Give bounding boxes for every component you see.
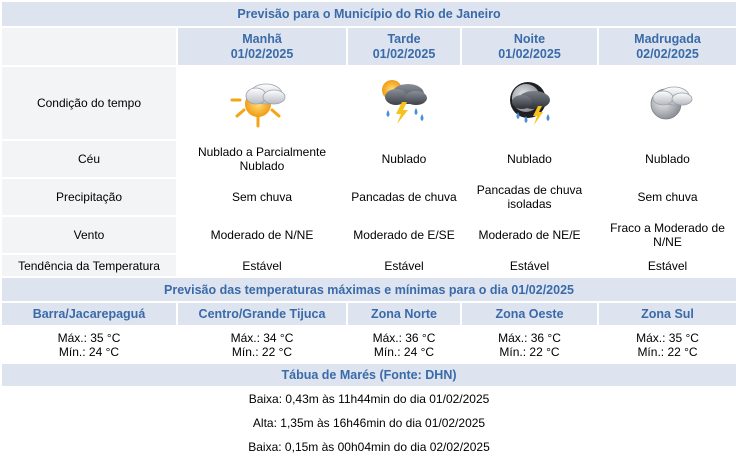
ceu-madrugada: Nublado — [599, 141, 736, 177]
tide-row: Baixa: 0,15m às 00h04min do dia 02/02/2025 — [2, 436, 736, 458]
night-cloudy-moon-icon — [636, 70, 700, 134]
period-name: Tarde — [387, 31, 421, 46]
night-thunderstorm-rain-icon — [498, 70, 562, 134]
temps-title: Previsão das temperaturas máximas e mínimas para o dia 01/02/2025 — [2, 278, 736, 301]
tendencia-tarde: Estável — [348, 255, 460, 276]
forecast-title: Previsão para o Município do Rio de Janeiro — [2, 2, 736, 26]
row-label-precipitacao: Precipitação — [2, 179, 176, 215]
tendencia-manha: Estável — [178, 255, 346, 276]
min-temp: Mín.: 24 °C — [373, 344, 435, 359]
row-label-vento: Vento — [2, 217, 176, 253]
period-header-manha — [178, 28, 346, 65]
tide-row: Baixa: 0,43m às 11h44min do dia 01/02/2025 — [2, 388, 736, 410]
zone-temps-norte — [348, 327, 460, 362]
period-name: Madrugada — [634, 31, 701, 46]
min-temp: Mín.: 24 °C — [58, 344, 120, 359]
precipitacao-tarde: Pancadas de chuva — [348, 179, 460, 215]
precipitacao-madrugada: Sem chuva — [599, 179, 736, 215]
max-temp: Máx.: 35 °C — [57, 330, 121, 345]
vento-tarde: Moderado de E/SE — [348, 217, 460, 253]
zone-name-sul: Zona Sul — [599, 303, 736, 325]
zone-name-centro: Centro/Grande Tijuca — [178, 303, 346, 325]
max-temp: Máx.: 36 °C — [372, 330, 436, 345]
max-temp: Máx.: 35 °C — [636, 330, 699, 345]
max-temp: Máx.: 34 °C — [230, 330, 294, 345]
min-temp: Mín.: 22 °C — [499, 344, 560, 359]
period-date: 01/02/2025 — [372, 46, 436, 61]
ceu-tarde: Nublado — [348, 141, 460, 177]
tendencia-madrugada: Estável — [599, 255, 736, 276]
tide-row: Alta: 1,35m às 16h46min do dia 01/02/2025 — [2, 412, 736, 434]
period-date: 02/02/2025 — [636, 46, 699, 61]
tides-title: Tábua de Marés (Fonte: DHN) — [2, 364, 736, 386]
zone-name-oeste: Zona Oeste — [462, 303, 597, 325]
row-label-ceu: Céu — [2, 141, 176, 177]
corner-cell — [2, 28, 176, 65]
precipitacao-manha: Sem chuva — [178, 179, 346, 215]
min-temp: Mín.: 22 °C — [637, 344, 698, 359]
partly-cloudy-sun-icon — [230, 70, 294, 134]
zone-name-norte: Zona Norte — [348, 303, 460, 325]
zone-temps-oeste — [462, 327, 597, 362]
row-label-tendencia: Tendência da Temperatura — [2, 255, 176, 276]
period-header-noite — [462, 28, 597, 65]
period-date: 01/02/2025 — [230, 46, 294, 61]
max-temp: Máx.: 36 °C — [498, 330, 561, 345]
zone-name-barra: Barra/Jacarepaguá — [2, 303, 176, 325]
zone-temps-barra — [2, 327, 176, 362]
period-date: 01/02/2025 — [498, 46, 561, 61]
precipitacao-noite: Pancadas de chuva isoladas — [462, 179, 597, 215]
ceu-noite: Nublado — [462, 141, 597, 177]
tendencia-noite: Estável — [462, 255, 597, 276]
period-header-tarde — [348, 28, 460, 65]
period-name: Noite — [513, 31, 546, 46]
vento-noite: Moderado de NE/E — [462, 217, 597, 253]
zone-temps-sul — [599, 327, 736, 362]
vento-manha: Moderado de N/NE — [178, 217, 346, 253]
period-name: Manhã — [242, 31, 282, 46]
zone-temps-centro — [178, 327, 346, 362]
period-header-madrugada — [599, 28, 736, 65]
thunderstorm-rain-icon — [372, 70, 436, 134]
row-label-condicao: Condição do tempo — [2, 67, 176, 139]
vento-madrugada: Fraco a Moderado de N/NE — [599, 217, 736, 253]
min-temp: Mín.: 22 °C — [231, 344, 293, 359]
ceu-manha: Nublado a Parcialmente Nublado — [178, 141, 346, 177]
